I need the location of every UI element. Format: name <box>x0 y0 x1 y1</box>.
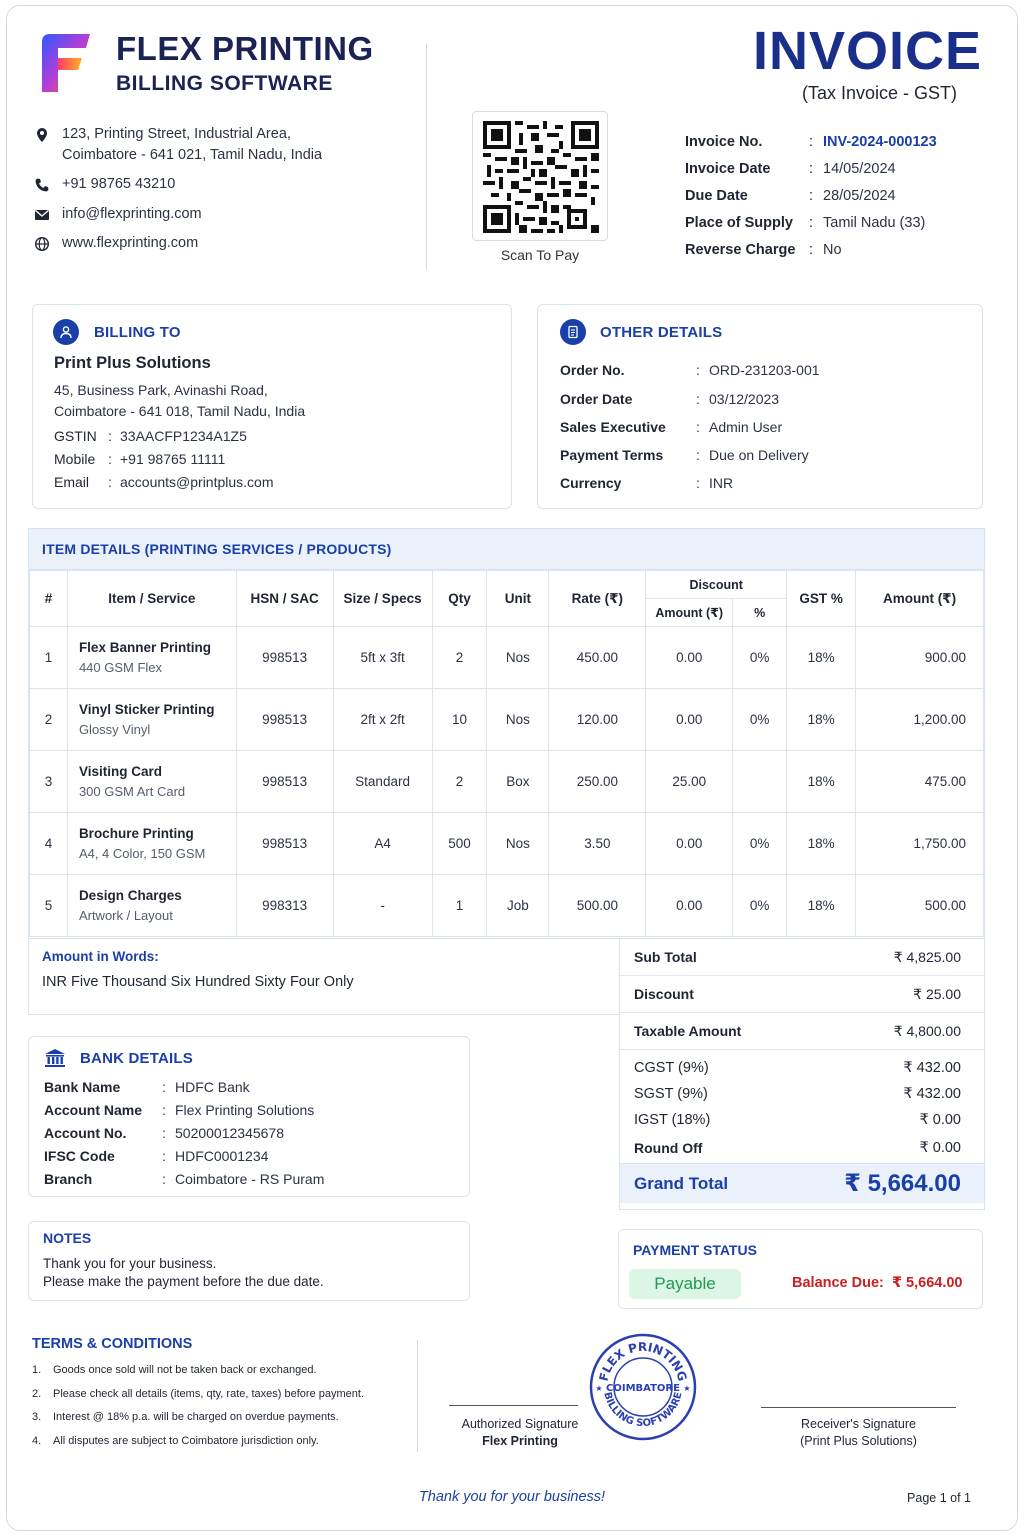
col-gst-header: GST % <box>787 571 856 627</box>
amount-in-words-box <box>28 939 619 1015</box>
authorized-signature-name: Flex Printing <box>482 1434 558 1448</box>
col-qty-header: Qty <box>432 571 487 627</box>
field-label: Bank Name <box>44 1078 121 1095</box>
account-no: 50200012345678 <box>175 1124 285 1141</box>
stamp-top-text: FLEX PRINTING <box>596 1339 690 1383</box>
row-qty: 10 <box>432 689 487 751</box>
col-disc-pct-header: % <box>733 599 787 627</box>
footer-thanks: Thank you for your business! <box>418 1489 606 1505</box>
row-disc-pct: 0% <box>733 627 787 689</box>
qr-caption: Scan To Pay <box>500 247 580 263</box>
row-item <box>67 627 236 689</box>
meta-label: Invoice Date <box>685 160 771 177</box>
row-hsn: 998513 <box>236 751 333 813</box>
field-label: GSTIN <box>54 427 97 444</box>
table-row <box>30 689 984 751</box>
row-no: 3 <box>30 751 68 813</box>
table-row <box>30 875 984 937</box>
sales-executive: Admin User <box>709 419 783 435</box>
taxable-row <box>620 1013 984 1050</box>
row-size: 5ft x 3ft <box>333 627 432 689</box>
col-size-header: Size / Specs <box>333 571 432 627</box>
discount-value: ₹ 25.00 <box>913 985 961 1002</box>
client-mobile-row: Mobile : +91 98765 11111 <box>54 450 226 467</box>
notes-heading: NOTES <box>43 1230 92 1246</box>
item-spec: Glossy Vinyl <box>78 722 151 737</box>
col-unit-header: Unit <box>487 571 549 627</box>
round-off-row <box>620 1133 984 1163</box>
terms-item-no: 4. <box>32 1434 42 1447</box>
bank-details-card <box>28 1036 470 1197</box>
row-disc-amount: 0.00 <box>646 627 733 689</box>
invoice-meta-row: Invoice No. : INV-2024-000123 <box>685 133 937 150</box>
table-row <box>30 627 984 689</box>
qr-code-frame <box>472 111 608 241</box>
row-disc-pct: 0% <box>733 813 787 875</box>
sub-total-row <box>620 939 984 976</box>
terms-divider <box>417 1340 418 1452</box>
phone-icon <box>34 177 50 193</box>
col-amount-header: Amount (₹) <box>856 571 984 627</box>
terms-item <box>32 1435 364 1459</box>
order-date-row: Order Date : 03/12/2023 <box>560 390 780 407</box>
ifsc-row: IFSC Code : HDFC0001234 <box>44 1147 269 1164</box>
client-gstin-row: GSTIN : 33AACFP1234A1Z5 <box>54 427 247 444</box>
client-email: accounts@printplus.com <box>120 473 274 490</box>
sub-total-value: ₹ 4,825.00 <box>893 948 961 965</box>
row-item <box>67 689 236 751</box>
terms-item-text: All disputes are subject to Coimbatore jurisdiction only. <box>53 1434 319 1447</box>
order-no-row: Order No. : ORD-231203-001 <box>560 361 820 378</box>
col-hsn-header: HSN / SAC <box>236 571 333 627</box>
company-seal-stamp-icon <box>588 1332 698 1442</box>
terms-list <box>32 1364 364 1458</box>
row-hsn: 998513 <box>236 813 333 875</box>
meta-label: Invoice No. <box>685 133 763 150</box>
row-rate: 3.50 <box>549 813 646 875</box>
svg-text:★: ★ <box>683 1384 691 1393</box>
currency: INR <box>709 475 734 491</box>
row-unit: Nos <box>487 627 549 689</box>
location-pin-icon <box>34 127 50 143</box>
row-gst: 18% <box>787 627 856 689</box>
row-amount: 1,750.00 <box>856 813 984 875</box>
item-name: Design Charges <box>78 888 182 903</box>
invoice-meta-row: Place of Supply : Tamil Nadu (33) <box>685 214 926 231</box>
row-hsn: 998513 <box>236 627 333 689</box>
grand-total-value: ₹ 5,664.00 <box>844 1170 961 1197</box>
row-disc-amount: 0.00 <box>646 813 733 875</box>
row-no: 1 <box>30 627 68 689</box>
col-discount-header: Discount <box>646 571 787 599</box>
field-label: Sales Executive <box>560 419 666 435</box>
item-name: Brochure Printing <box>78 826 194 841</box>
receiver-signature-label: Receiver's Signature <box>801 1417 916 1431</box>
invoice-meta <box>685 128 937 263</box>
branch-row: Branch : Coimbatore - RS Puram <box>44 1170 325 1187</box>
due-date: 28/05/2024 <box>823 187 896 204</box>
balance-due-label: Balance Due: <box>792 1275 884 1291</box>
row-gst: 18% <box>787 689 856 751</box>
col-item-header: Item / Service <box>67 571 236 627</box>
order-no: ORD-231203-001 <box>709 361 820 378</box>
col-disc-amount-header: Amount (₹) <box>646 599 733 627</box>
order-date: 03/12/2023 <box>709 390 780 407</box>
field-label: Email <box>54 473 90 490</box>
table-row <box>30 751 984 813</box>
row-rate: 500.00 <box>549 875 646 937</box>
field-label: IFSC Code <box>44 1147 115 1164</box>
row-disc-pct: 0% <box>733 689 787 751</box>
igst-value: ₹ 0.00 <box>919 1112 961 1128</box>
row-qty: 1 <box>432 875 487 937</box>
field-label: Payment Terms <box>560 447 664 463</box>
billing-heading: BILLING TO <box>94 323 181 341</box>
receiver-signature-name: (Print Plus Solutions) <box>800 1434 917 1448</box>
item-spec: Artwork / Layout <box>78 908 173 923</box>
company-phone <box>34 174 175 195</box>
sgst-row <box>620 1081 984 1107</box>
sgst-value: ₹ 432.00 <box>903 1086 961 1102</box>
row-hsn: 998513 <box>236 689 333 751</box>
terms-item <box>32 1364 364 1388</box>
branch: Coimbatore - RS Puram <box>175 1170 325 1187</box>
item-details-heading: ITEM DETAILS (PRINTING SERVICES / PRODUCTS) <box>42 541 392 557</box>
field-label: Currency <box>560 475 622 491</box>
row-item <box>67 751 236 813</box>
totals-label: Discount <box>634 986 694 1002</box>
notes-line-1: Thank you for your business. <box>43 1256 217 1271</box>
terms-item <box>32 1411 364 1435</box>
payment-terms-row: Payment Terms : Due on Delivery <box>560 447 809 463</box>
payment-status-heading: PAYMENT STATUS <box>633 1242 757 1258</box>
invoice-meta-row: Reverse Charge : No <box>685 241 842 258</box>
invoice-title: INVOICE <box>752 21 982 81</box>
row-item <box>67 875 236 937</box>
totals-panel <box>619 939 985 1210</box>
row-amount: 900.00 <box>856 627 984 689</box>
invoice-subtitle: (Tax Invoice - GST) <box>801 83 957 103</box>
row-rate: 120.00 <box>549 689 646 751</box>
row-unit: Nos <box>487 813 549 875</box>
field-label: Order No. <box>560 361 625 378</box>
stamp-bottom-text: BILLING SOFTWARE <box>601 1391 685 1430</box>
col-no-header: # <box>30 571 68 627</box>
row-gst: 18% <box>787 875 856 937</box>
item-spec: A4, 4 Color, 150 GSM <box>78 846 206 861</box>
taxable-value: ₹ 4,800.00 <box>893 1022 961 1039</box>
row-qty: 2 <box>432 751 487 813</box>
totals-label: Round Off <box>634 1140 703 1156</box>
row-gst: 18% <box>787 751 856 813</box>
row-hsn: 998313 <box>236 875 333 937</box>
item-spec: 300 GSM Art Card <box>78 784 186 799</box>
meta-label: Place of Supply <box>685 214 793 231</box>
cgst-row <box>620 1054 984 1081</box>
page-number: Page 1 of 1 <box>907 1491 971 1505</box>
items-table <box>29 570 984 937</box>
amount-in-words-label: Amount in Words: <box>42 949 159 964</box>
company-tagline: BILLING SOFTWARE <box>116 72 333 95</box>
row-gst: 18% <box>787 813 856 875</box>
row-rate: 450.00 <box>549 627 646 689</box>
payment-status-card <box>618 1229 983 1309</box>
row-item <box>67 813 236 875</box>
table-row <box>30 813 984 875</box>
round-off-value: ₹ 0.00 <box>919 1140 961 1156</box>
company-email <box>34 204 202 225</box>
globe-icon <box>34 236 50 252</box>
amount-in-words-value: INR Five Thousand Six Hundred Sixty Four Only <box>42 974 354 990</box>
row-amount: 1,200.00 <box>856 689 984 751</box>
row-size: 2ft x 2ft <box>333 689 432 751</box>
field-label: Branch <box>44 1170 93 1187</box>
item-name: Flex Banner Printing <box>78 640 211 655</box>
notes-line-2: Please make the payment before the due date. <box>43 1274 324 1289</box>
item-spec: 440 GSM Flex <box>78 660 163 675</box>
website-link[interactable]: www.flexprinting.com <box>62 235 199 251</box>
terms-item <box>32 1388 364 1412</box>
row-amount: 475.00 <box>856 751 984 813</box>
payment-terms: Due on Delivery <box>709 447 809 463</box>
bank-icon <box>44 1048 66 1068</box>
row-size: A4 <box>333 813 432 875</box>
receiver-signature-line <box>761 1407 956 1408</box>
igst-row <box>620 1107 984 1133</box>
billing-to-card <box>32 304 512 509</box>
account-name: Flex Printing Solutions <box>175 1101 315 1118</box>
payable-badge: Payable <box>629 1269 741 1299</box>
totals-label: Sub Total <box>634 949 697 965</box>
bank-name: HDFC Bank <box>175 1078 250 1095</box>
row-disc-pct <box>733 751 787 813</box>
terms-item-text: Goods once sold will not be taken back or exchanged. <box>53 1364 317 1376</box>
terms-item-no: 2. <box>32 1387 42 1400</box>
invoice-number: INV-2024-000123 <box>823 133 937 150</box>
place-of-supply: Tamil Nadu (33) <box>823 214 926 231</box>
client-address-line-2: Coimbatore - 641 018, Tamil Nadu, India <box>54 403 306 419</box>
row-size: - <box>333 875 432 937</box>
mail-icon <box>34 207 50 223</box>
authorized-signature-line <box>449 1405 578 1406</box>
terms-item-no: 3. <box>32 1411 42 1423</box>
stamp-center-text: COIMBATORE <box>606 1383 680 1394</box>
currency-row: Currency : INR <box>560 475 734 491</box>
item-details-section <box>28 528 985 939</box>
client-name: Print Plus Solutions <box>54 354 211 372</box>
field-label: Mobile <box>54 450 96 467</box>
row-rate: 250.00 <box>549 751 646 813</box>
client-gstin: 33AACFP1234A1Z5 <box>120 427 247 444</box>
field-label: Account Name <box>44 1101 143 1118</box>
row-unit: Box <box>487 751 549 813</box>
invoice-meta-row: Invoice Date : 14/05/2024 <box>685 160 896 177</box>
totals-label: SGST (9%) <box>634 1086 708 1102</box>
other-details-card <box>537 304 983 509</box>
svg-text:★: ★ <box>595 1384 603 1393</box>
reverse-charge: No <box>823 241 842 258</box>
discount-row <box>620 976 984 1013</box>
client-mobile: +91 98765 11111 <box>120 450 226 467</box>
totals-label: Taxable Amount <box>634 1023 742 1039</box>
terms-heading: TERMS & CONDITIONS <box>32 1336 193 1352</box>
row-qty: 2 <box>432 627 487 689</box>
row-qty: 500 <box>432 813 487 875</box>
totals-label: IGST (18%) <box>634 1112 711 1128</box>
grand-total-label: Grand Total <box>634 1173 729 1193</box>
row-size: Standard <box>333 751 432 813</box>
notes-card <box>28 1221 470 1301</box>
user-icon <box>53 319 79 345</box>
payment-qr-code-icon[interactable] <box>483 121 599 233</box>
row-disc-pct: 0% <box>733 875 787 937</box>
bank-heading: BANK DETAILS <box>80 1049 193 1067</box>
company-website <box>34 233 198 254</box>
client-email-row: Email : accounts@printplus.com <box>54 473 274 490</box>
row-unit: Job <box>487 875 549 937</box>
terms-item-text: Please check all details (items, qty, rate, taxes) before payment. <box>53 1387 364 1400</box>
svg-text:BILLING SOFTWARE <box>601 1391 684 1429</box>
field-label: Order Date <box>560 390 633 407</box>
ifsc-code: HDFC0001234 <box>175 1147 269 1164</box>
account-name-row: Account Name : Flex Printing Solutions <box>44 1101 315 1118</box>
address-line-2: Coimbatore - 641 021, Tamil Nadu, India <box>62 147 323 163</box>
row-unit: Nos <box>487 689 549 751</box>
document-icon <box>560 319 586 345</box>
terms-item-no: 1. <box>32 1364 42 1376</box>
invoice-meta-row: Due Date : 28/05/2024 <box>685 187 896 204</box>
authorized-signature-label: Authorized Signature <box>461 1417 579 1431</box>
cgst-value: ₹ 432.00 <box>903 1059 961 1076</box>
terms-item-text: Interest @ 18% p.a. will be charged on overdue payments. <box>53 1411 339 1423</box>
account-no-row: Account No. : 50200012345678 <box>44 1124 285 1141</box>
flex-printing-logo-icon <box>36 32 92 94</box>
totals-label: CGST (9%) <box>634 1059 709 1076</box>
address-line-1: 123, Printing Street, Industrial Area, <box>62 126 291 142</box>
row-disc-amount: 0.00 <box>646 875 733 937</box>
bank-name-row: Bank Name : HDFC Bank <box>44 1078 250 1095</box>
field-label: Account No. <box>44 1124 127 1141</box>
header-divider <box>426 44 427 270</box>
email-link[interactable]: info@flexprinting.com <box>62 206 202 222</box>
phone-text: +91 98765 43210 <box>62 176 176 192</box>
company-name: FLEX PRINTING <box>116 30 374 67</box>
item-name: Visiting Card <box>78 764 162 779</box>
row-no: 4 <box>30 813 68 875</box>
sales-exec-row: Sales Executive : Admin User <box>560 419 783 435</box>
invoice-date: 14/05/2024 <box>823 160 896 177</box>
meta-label: Reverse Charge <box>685 241 796 258</box>
row-no: 2 <box>30 689 68 751</box>
col-rate-header: Rate (₹) <box>549 571 646 627</box>
company-address <box>34 124 322 166</box>
other-details-heading: OTHER DETAILS <box>600 323 723 341</box>
grand-total-row <box>620 1163 984 1203</box>
row-disc-amount: 0.00 <box>646 689 733 751</box>
row-no: 5 <box>30 875 68 937</box>
meta-label: Due Date <box>685 187 748 204</box>
client-address-line-1: 45, Business Park, Avinashi Road, <box>54 382 268 398</box>
item-name: Vinyl Sticker Printing <box>78 702 215 717</box>
balance-due-value: ₹ 5,664.00 <box>891 1275 963 1291</box>
balance-due <box>792 1275 963 1291</box>
row-disc-amount: 25.00 <box>646 751 733 813</box>
row-amount: 500.00 <box>856 875 984 937</box>
